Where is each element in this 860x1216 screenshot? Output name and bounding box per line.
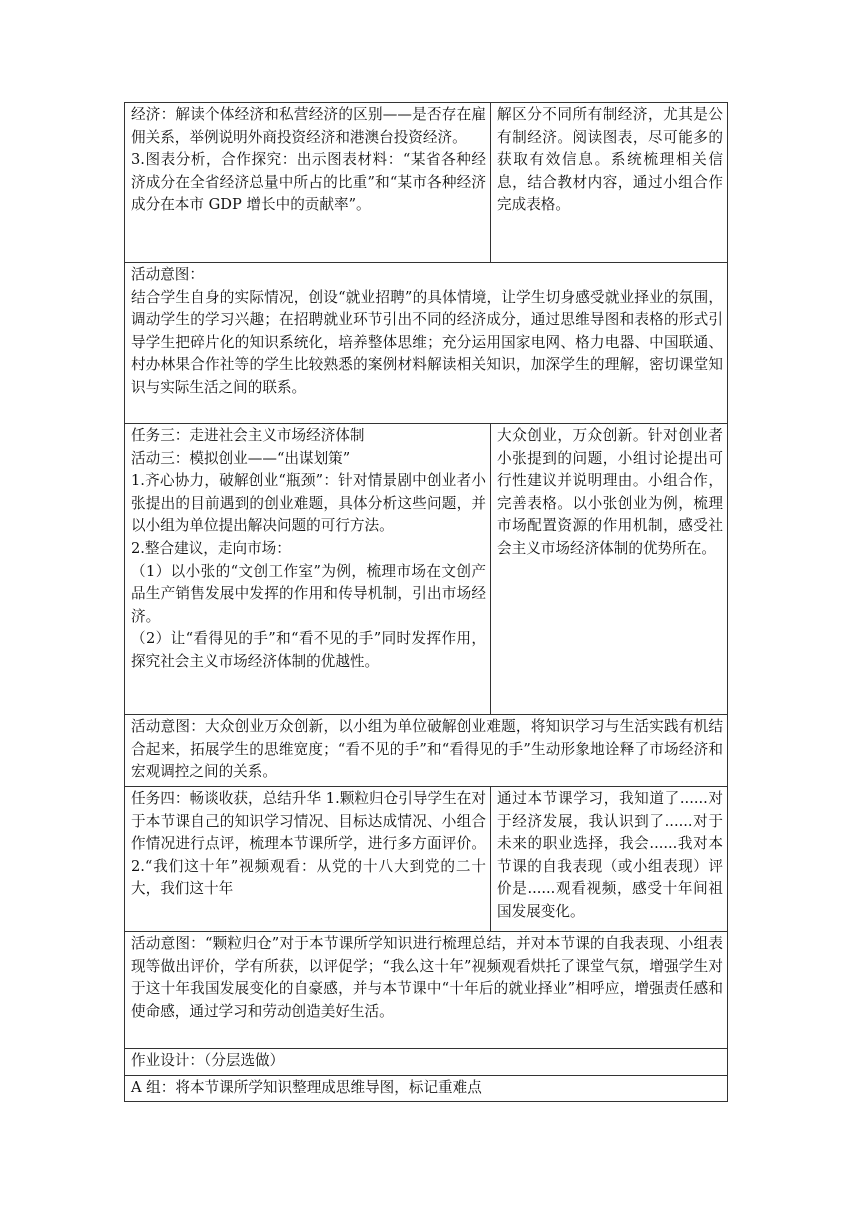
table-row xyxy=(125,263,728,424)
table-row xyxy=(125,932,728,1049)
paragraph: 1.齐心协力，破解创业“瓶颈”：针对情景剧中创业者小张提出的目前遇到的创业难题，具体分析这些问题，并以小组为单位提出解决问题的可行方法。 xyxy=(131,472,486,535)
paragraph: 经济：解读个体经济和私营经济的区别——是否存在雇佣关系，举例说明外商投资经济和港澳台投资经济。 xyxy=(131,106,486,146)
paragraph: 活动三：模拟创业——“出谋划策” xyxy=(131,449,351,467)
intent-cell xyxy=(125,715,728,787)
paragraph: 活动意图： xyxy=(131,266,204,283)
lesson-plan-table xyxy=(124,102,728,1102)
activity-cell xyxy=(125,787,491,932)
paragraph: 解区分不同所有制经济，尤其是公有制经济。阅读图表，尽可能多的获取有效信息。系统梳理相关信息，结合教材内容，通过小组合作完成表格。 xyxy=(497,106,723,214)
paragraph: 活动意图：“颗粒归仓”对于本节课所学知识进行梳理总结，并对本节课的自我表现、小组表现等做出评价，学有所获，以评促学；“我么这十年”视频观看烘托了课堂气氛，增强学生对于这十年我国发展变化的自豪感，并与本节课中“十年后的就业择业”相呼应，增强责任感和使命感，通过学习和劳动创造美好生活。 xyxy=(131,935,723,1020)
table-row xyxy=(125,424,728,715)
paragraph: 任务四：畅谈收获，总结升华 1.颗粒归仓引导学生在对于本节课自己的知识学习情况、目标达成情况、小组合作情况进行点评，梳理本节课所学，进行多方面评价。2.“我们这十年”视频观看：从党的十八大到党的二十大，我们这十年 xyxy=(131,790,486,898)
paragraph: 大众创业，万众创新。针对创业者小张提到的问题，小组讨论提出可行性建议并说明理由。小组合作，完善表格。以小张创业为例，梳理市场配置资源的作用机制，感受社会主义市场经济体制的优势所在。 xyxy=(497,427,723,557)
paragraph: （1）以小张的“文创工作室”为例，梳理市场在文创产品生产销售发展中发挥的作用和传导机制，引出市场经济。 xyxy=(131,562,486,625)
intent-cell xyxy=(125,263,728,424)
paragraph: 通过本节课学习，我知道了......对于经济发展，我认识到了......对于未来的职业选择，我会......我对本节课的自我表现（或小组表现）评价是......观看视频，感受十年间祖国发展变化。 xyxy=(497,790,723,920)
paragraph: A 组：将本节课所学知识整理成思维导图，标记重难点 xyxy=(131,1078,482,1096)
student-activity-cell xyxy=(491,424,728,715)
table-row xyxy=(125,1049,728,1076)
paragraph: 结合学生自身的实际情况，创设“就业招聘”的具体情境，让学生切身感受就业择业的氛围，调动学生的学习兴趣；在招聘就业环节引出不同的经济成分，通过思维导图和表格的形式引导学生把碎片化的知识系统化，培养整体思维；充分运用国家电网、格力电器、中国联通、村办林果合作社等的学生比较熟悉的案例材料解读相关知识，加深学生的理解，密切课堂知识与实际生活之间的联系。 xyxy=(131,288,723,396)
paragraph: 2.整合建议，走向市场： xyxy=(131,539,291,557)
homework-group-a-cell xyxy=(125,1075,728,1102)
activity-cell xyxy=(125,424,491,715)
activity-cell xyxy=(125,103,491,263)
paragraph: （2）让“看得见的手”和“看不见的手”同时发挥作用，探究社会主义市场经济体制的优越性。 xyxy=(131,630,486,670)
table-row xyxy=(125,1075,728,1102)
student-activity-cell xyxy=(491,787,728,932)
table-row xyxy=(125,787,728,932)
paragraph: 任务三：走进社会主义市场经济体制 xyxy=(131,427,365,444)
homework-title-cell xyxy=(125,1049,728,1076)
intent-cell xyxy=(125,932,728,1049)
table-row xyxy=(125,103,728,263)
paragraph: 3.图表分析，合作探究：出示图表材料：“某省各种经济成分在全省经济总量中所占的比重”和“某市各种经济成分在本市 GDP 增长中的贡献率”。 xyxy=(131,151,486,214)
paragraph: 作业设计：（分层选做） xyxy=(131,1052,285,1069)
paragraph: 活动意图：大众创业万众创新，以小组为单位破解创业难题，将知识学习与生活实践有机结合起来，拓展学生的思维宽度；“看不见的手”和“看得见的手”生动形象地诠释了市场经济和宏观调控之间的关系。 xyxy=(131,718,723,781)
student-activity-cell xyxy=(491,103,728,263)
table-row xyxy=(125,715,728,787)
